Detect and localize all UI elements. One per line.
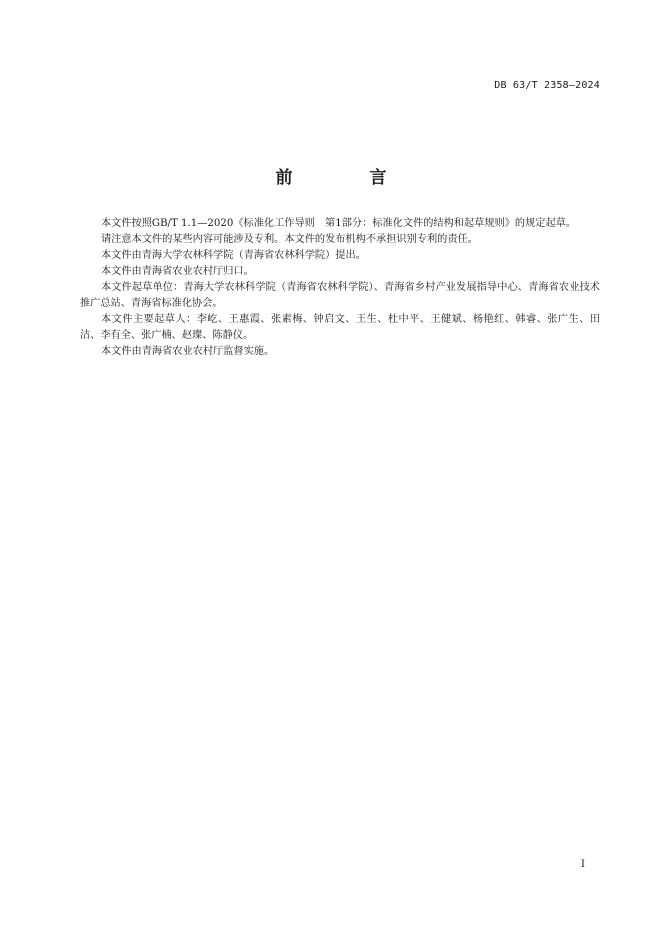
page-title: 前 言 [275, 168, 417, 188]
page-number: I [581, 859, 585, 870]
paragraph-main-drafters: 本文件主要起草人：李屹、王惠霞、张素梅、钟启文、王生、杜中平、王健斌、杨艳红、韩睿、张广生、田洁、李有全、张广楠、赵璨、陈静仪。 [80, 314, 600, 341]
paragraph-centralized-unit: 本文件由青海省农业农村厅归口。 [101, 266, 254, 277]
paragraph-supervision: 本文件由青海省农业农村厅监督实施。 [101, 346, 275, 357]
paragraph-patent-notice: 请注意本文件的某些内容可能涉及专利。本文件的发布机构不承担识别专利的责任。 [101, 234, 478, 245]
paragraph-proposer: 本文件由青海大学农林科学院（青海省农林科学院）提出。 [101, 250, 366, 261]
document-code: DB 63/T 2358—2024 [494, 80, 600, 91]
paragraph-drafting-rules: 本文件按照GB/T 1.1—2020《标准化工作导则 第1部分：标准化文件的结构和起草规则》的规定起草。 [101, 218, 577, 229]
paragraph-drafting-units: 本文件起草单位：青海大学农林科学院（青海省农林科学院）、青海省乡村产业发展指导中心、青海省农业技术推广总站、青海省标准化协会。 [80, 282, 600, 309]
foreword-body [80, 216, 600, 360]
